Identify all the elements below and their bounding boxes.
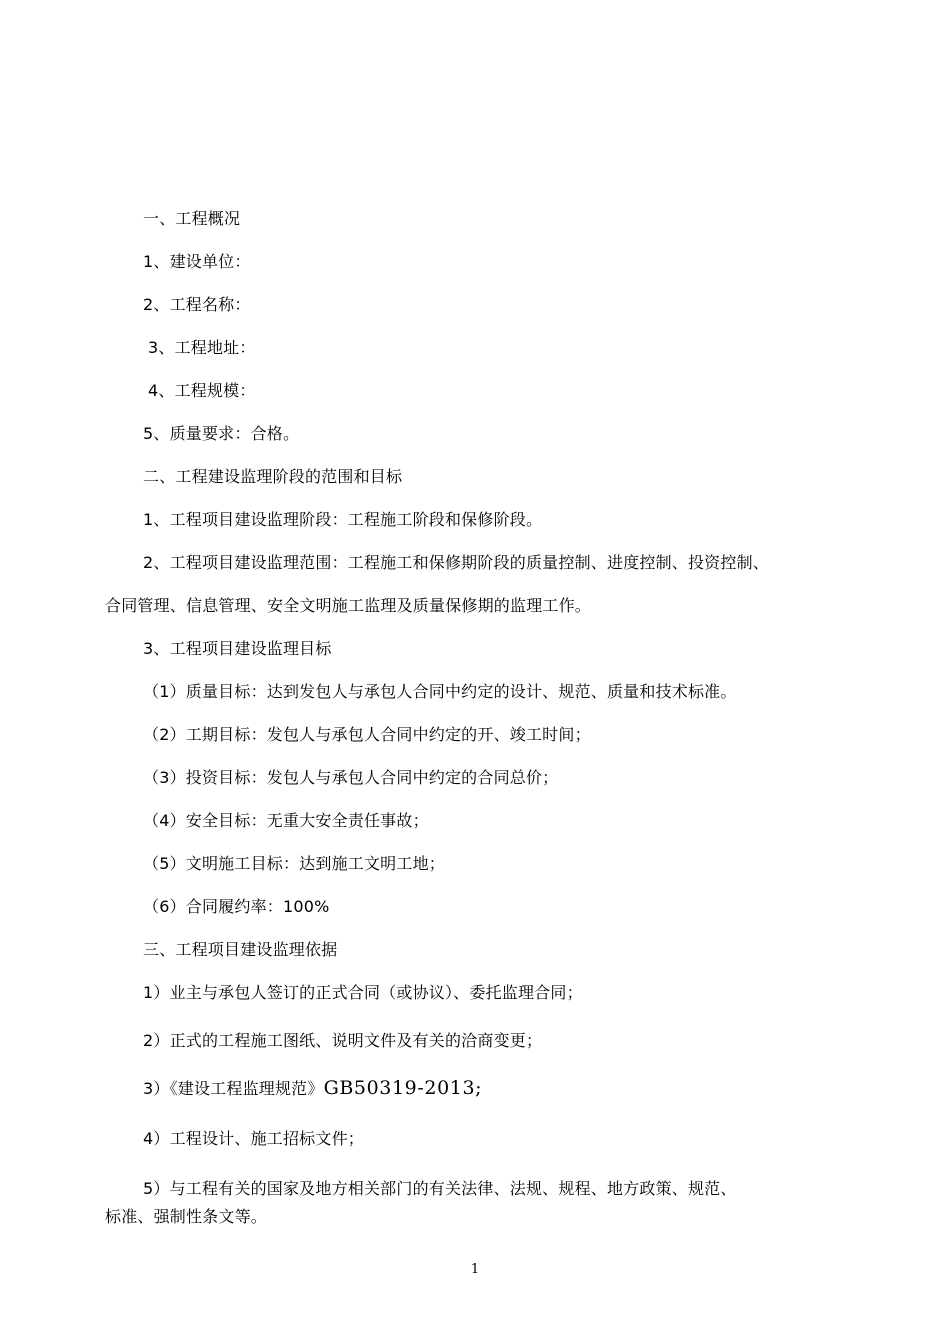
paragraph-line: 合同管理、信息管理、安全文明施工监理及质量保修期的监理工作。 <box>105 596 592 615</box>
paragraph-line: 3、工程项目建设监理目标 <box>143 639 332 658</box>
paragraph-line: 2、工程项目建设监理范围：工程施工和保修期阶段的质量控制、进度控制、投资控制、 <box>143 553 769 572</box>
paragraph-line: 2）正式的工程施工图纸、说明文件及有关的洽商变更； <box>143 1031 543 1050</box>
paragraph-line: （2）工期目标：发包人与承包人合同中约定的开、竣工时间； <box>143 725 591 744</box>
paragraph-line: （5）文明施工目标：达到施工文明工地； <box>143 854 445 873</box>
paragraph-line: 5）与工程有关的国家及地方相关部门的有关法律、法规、规程、地方政策、规范、 <box>143 1179 737 1198</box>
reference-code: GB50319-2013; <box>323 1077 483 1099</box>
section-heading-1: 一、工程概况 <box>143 209 241 228</box>
paragraph-line: 4）工程设计、施工招标文件； <box>143 1129 364 1148</box>
page-number: 1 <box>470 1262 480 1277</box>
paragraph-line: （1）质量目标：达到发包人与承包人合同中约定的设计、规范、质量和技术标准。 <box>143 682 737 701</box>
reference-title: 3）《建设工程监理规范》 <box>143 1079 324 1098</box>
section-heading-3: 三、工程项目建设监理依据 <box>143 940 338 959</box>
section-heading-2: 二、工程建设监理阶段的范围和目标 <box>143 467 403 486</box>
paragraph-line: 2、工程名称： <box>143 295 251 314</box>
paragraph-line: 3、工程地址： <box>148 338 256 357</box>
paragraph-line: 1）业主与承包人签订的正式合同（或协议）、委托监理合同； <box>143 983 583 1002</box>
paragraph-line: 1、建设单位： <box>143 252 251 271</box>
paragraph-line: （4）安全目标：无重大安全责任事故； <box>143 811 429 830</box>
paragraph-line: （3）投资目标：发包人与承包人合同中约定的合同总价； <box>143 768 559 787</box>
paragraph-line: 5、质量要求：合格。 <box>143 424 300 443</box>
paragraph-line: 标准、强制性条文等。 <box>105 1207 268 1226</box>
paragraph-line: 4、工程规模： <box>148 381 256 400</box>
paragraph-line: （6）合同履约率：100% <box>143 897 330 916</box>
reference-line <box>143 1078 482 1099</box>
paragraph-line: 1、工程项目建设监理阶段：工程施工阶段和保修阶段。 <box>143 510 543 529</box>
